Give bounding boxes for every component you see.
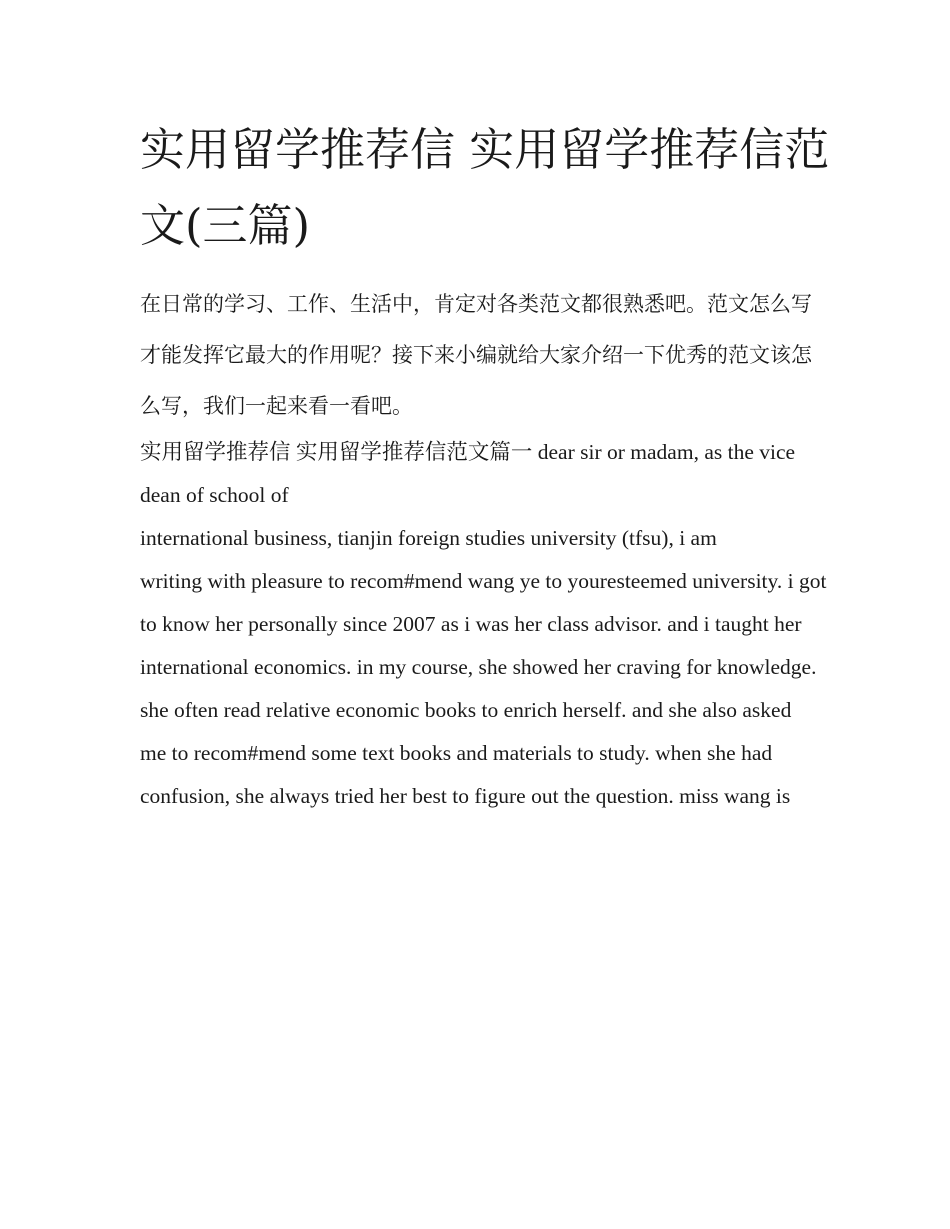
letter-body bbox=[140, 431, 830, 818]
intro-paragraph: 在日常的学习、工作、生活中，肯定对各类范文都很熟悉吧。范文怎么写才能发挥它最大的作用呢？接下来小编就给大家介绍一下优秀的范文该怎么写，我们一起来看一看吧。 bbox=[140, 292, 812, 418]
body-line: 实用留学推荐信 实用留学推荐信范文篇一 dear sir or madam, as the vice dean of school of bbox=[140, 440, 796, 507]
body-line: to know her personally since 2007 as i was her class advisor. and i taught her bbox=[140, 612, 802, 636]
body-line: international economics. in my course, she showed her craving for knowledge. bbox=[140, 655, 817, 679]
body-line: me to recom#mend some text books and materials to study. when she had bbox=[140, 741, 773, 765]
body-line: she often read relative economic books to enrich herself. and she also asked bbox=[140, 698, 792, 722]
document-title: 实用留学推荐信 实用留学推荐信范文(三篇) bbox=[140, 123, 830, 252]
body-line: international business, tianjin foreign studies university (tfsu), i am bbox=[140, 526, 717, 550]
body-line: writing with pleasure to recom#mend wang ye to youresteemed university. i got bbox=[140, 569, 827, 593]
body-line: confusion, she always tried her best to figure out the question. miss wang is bbox=[140, 784, 791, 808]
